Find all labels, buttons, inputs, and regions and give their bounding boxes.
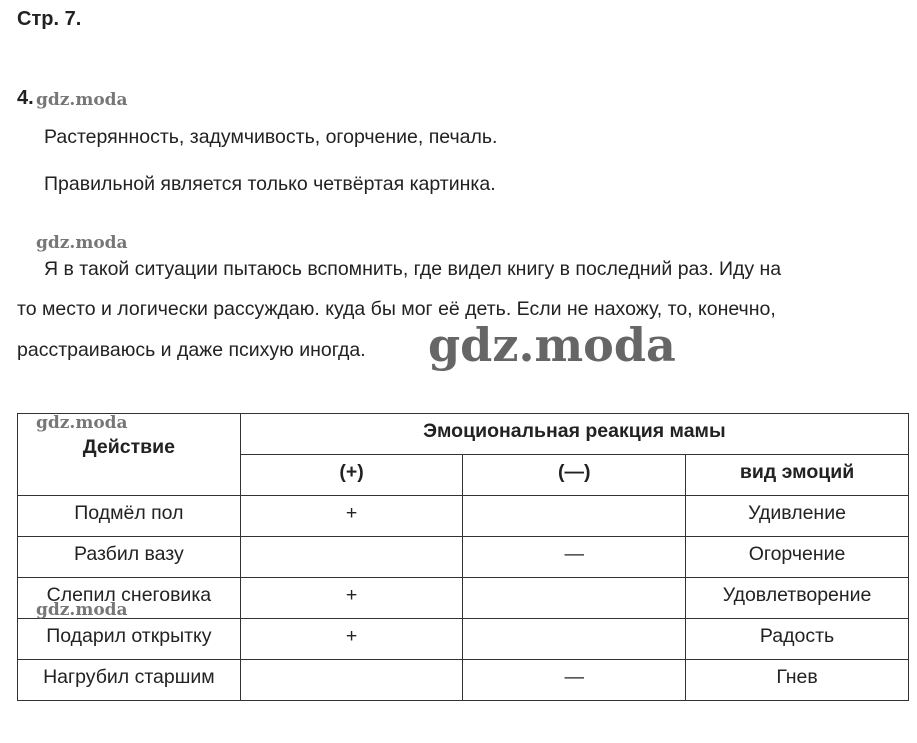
essay-line: Я в такой ситуации пытаюсь вспомнить, где видел книгу в последний раз. Иду на (44, 258, 782, 280)
watermark: gdz.moda (36, 600, 128, 620)
answer-paragraph: Правильной является только четвёртая картинка. (44, 173, 496, 195)
cell-emotion: Огорчение (686, 537, 909, 578)
cell-action: Слепил снеговика (18, 578, 241, 619)
cell-positive: + (240, 619, 463, 660)
cell-action: Подмёл пол (18, 496, 241, 537)
watermark-large: gdz.moda (428, 318, 676, 372)
cell-negative: — (463, 537, 686, 578)
watermark: gdz.moda (36, 233, 128, 253)
table-row (18, 537, 909, 578)
task-number: 4. (17, 87, 34, 109)
header-action: Действие (18, 414, 241, 496)
header-reaction: Эмоциональная реакция мамы (240, 414, 908, 455)
cell-emotion: Радость (686, 619, 909, 660)
cell-positive (240, 537, 463, 578)
cell-action: Разбил вазу (18, 537, 241, 578)
cell-action: Нагрубил старшим (18, 660, 241, 701)
cell-action: Подарил открытку (18, 619, 241, 660)
cell-emotion: Гнев (686, 660, 909, 701)
table-row (18, 660, 909, 701)
cell-negative (463, 578, 686, 619)
essay-line: расстраиваюсь и даже психую иногда. (17, 339, 366, 361)
cell-negative (463, 619, 686, 660)
cell-positive (240, 660, 463, 701)
cell-negative (463, 496, 686, 537)
subheader-emotion: вид эмоций (686, 455, 909, 496)
emotions-table (17, 413, 909, 701)
essay-line: то место и логически рассуждаю. куда бы мог её деть. Если не нахожу, то, конечно, (17, 298, 776, 320)
page-label: Стр. 7. (17, 8, 82, 30)
watermark: gdz.moda (36, 90, 128, 110)
cell-positive: + (240, 496, 463, 537)
table-row (18, 496, 909, 537)
watermark: gdz.moda (36, 413, 128, 433)
subheader-positive: (+) (240, 455, 463, 496)
subheader-negative: (—) (463, 455, 686, 496)
cell-positive: + (240, 578, 463, 619)
cell-emotion: Удивление (686, 496, 909, 537)
table-row (18, 619, 909, 660)
cell-emotion: Удовлетворение (686, 578, 909, 619)
answer-paragraph: Растерянность, задумчивость, огорчение, печаль. (44, 126, 498, 148)
table-row (18, 578, 909, 619)
cell-negative: — (463, 660, 686, 701)
